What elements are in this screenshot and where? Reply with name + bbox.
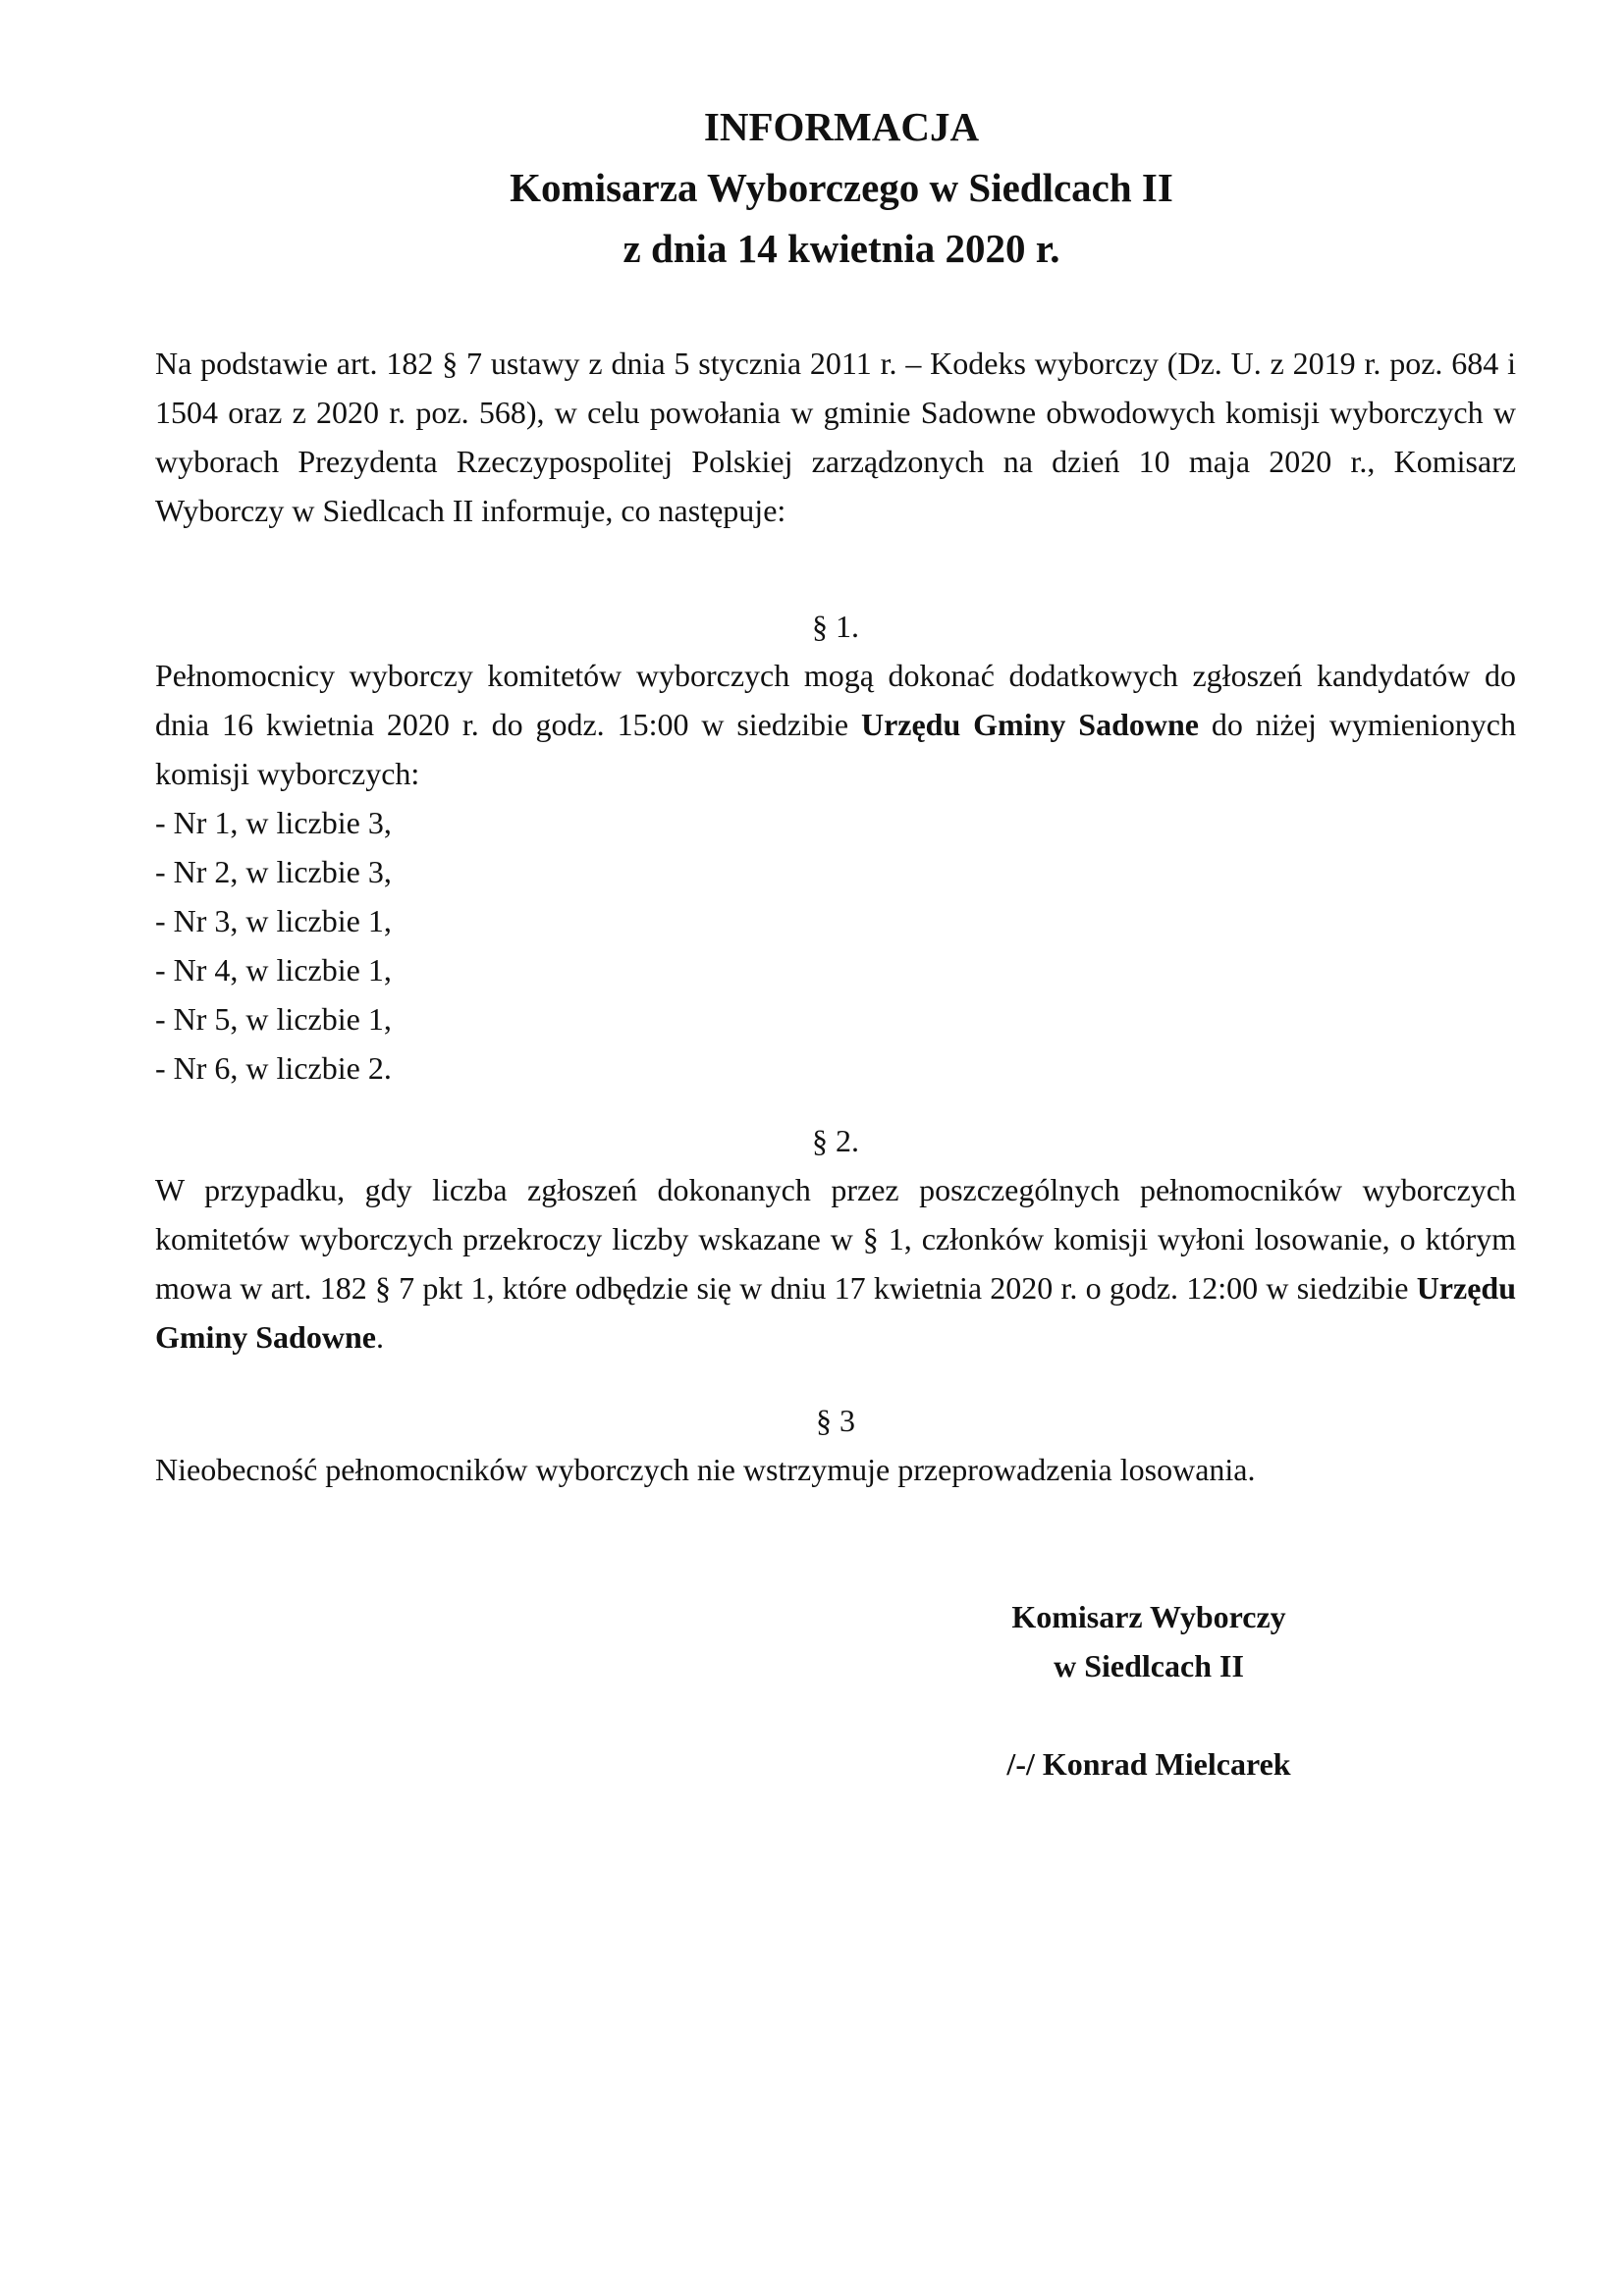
commission-list <box>155 798 1516 1093</box>
section-3-paragraph: Nieobecność pełnomocników wyborczych nie wstrzymuje przeprowadzenia losowania. <box>155 1452 1256 1487</box>
header-issuer: Komisarza Wyborczego w Siedlcach II <box>510 165 1173 210</box>
section-2 <box>155 1116 1516 1362</box>
list-item: - Nr 1, w liczbie 3, <box>155 805 392 840</box>
section-2-paragraph <box>155 1165 1516 1362</box>
section-3-mark: § 3 <box>816 1403 855 1438</box>
list-item: - Nr 4, w liczbie 1, <box>155 952 392 988</box>
header-date: z dnia 14 kwietnia 2020 r. <box>623 226 1060 271</box>
list-item: - Nr 2, w liczbie 3, <box>155 854 392 889</box>
section-1-mark: § 1. <box>812 609 859 644</box>
signature-location: w Siedlcach II <box>1054 1648 1244 1683</box>
document-header <box>0 96 1624 279</box>
list-item: - Nr 5, w liczbie 1, <box>155 1001 392 1037</box>
section-2-text-after: . <box>375 1319 384 1355</box>
intro-paragraph-block <box>155 339 1516 535</box>
section-1-text-after: do niżej wymienionych komisji wyborczych: <box>155 707 1517 791</box>
section-1-text-before: Pełnomocnicy wyborczy komitetów wyborczych mogą dokonać dodatkowych zgłoszeń kandydatów do dnia 16 kwietnia 2020 r. do godz. 15:00 w siedzibie <box>155 658 1516 742</box>
section-3 <box>155 1396 1516 1494</box>
signature-title: Komisarz Wyborczy <box>1011 1599 1286 1634</box>
section-1 <box>155 602 1516 1093</box>
signature-name: /-/ Konrad Mielcarek <box>1006 1746 1291 1782</box>
section-2-text-before: W przypadku, gdy liczba zgłoszeń dokonanych przez poszczególnych pełnomocników wyborczych komitetów wyborczych przekroczy liczby wskazane w § 1, członków komisji wyłoni losowanie, o którym mowa w art. 182 § 7 pkt 1, które odbędzie się w dniu 17 kwietnia 2020 r. o godz. 12:00 w siedzibie <box>155 1172 1516 1306</box>
section-2-mark: § 2. <box>812 1123 859 1158</box>
section-1-paragraph <box>155 651 1516 798</box>
section-2-office-name: Urzędu Gminy Sadowne <box>155 1270 1516 1355</box>
section-1-office-name: Urzędu Gminy Sadowne <box>860 707 1199 742</box>
signature-block <box>933 1592 1365 1789</box>
list-item: - Nr 3, w liczbie 1, <box>155 903 392 938</box>
signature-spacer <box>933 1690 1365 1739</box>
intro-paragraph: Na podstawie art. 182 § 7 ustawy z dnia 5 stycznia 2011 r. – Kodeks wyborczy (Dz. U. z 2019 r. poz. 684 i 1504 oraz z 2020 r. poz. 568), w celu powołania w gminie Sadowne obwodowych komisji wyborczych w wyborach Prezydenta Rzeczypospolitej Polskiej zarządzonych na dzień 10 maja 2020 r., Komisarz Wyborczy w Siedlcach II informuje, co następuje: <box>155 346 1516 528</box>
header-title: INFORMACJA <box>703 104 980 149</box>
list-item: - Nr 6, w liczbie 2. <box>155 1050 392 1086</box>
